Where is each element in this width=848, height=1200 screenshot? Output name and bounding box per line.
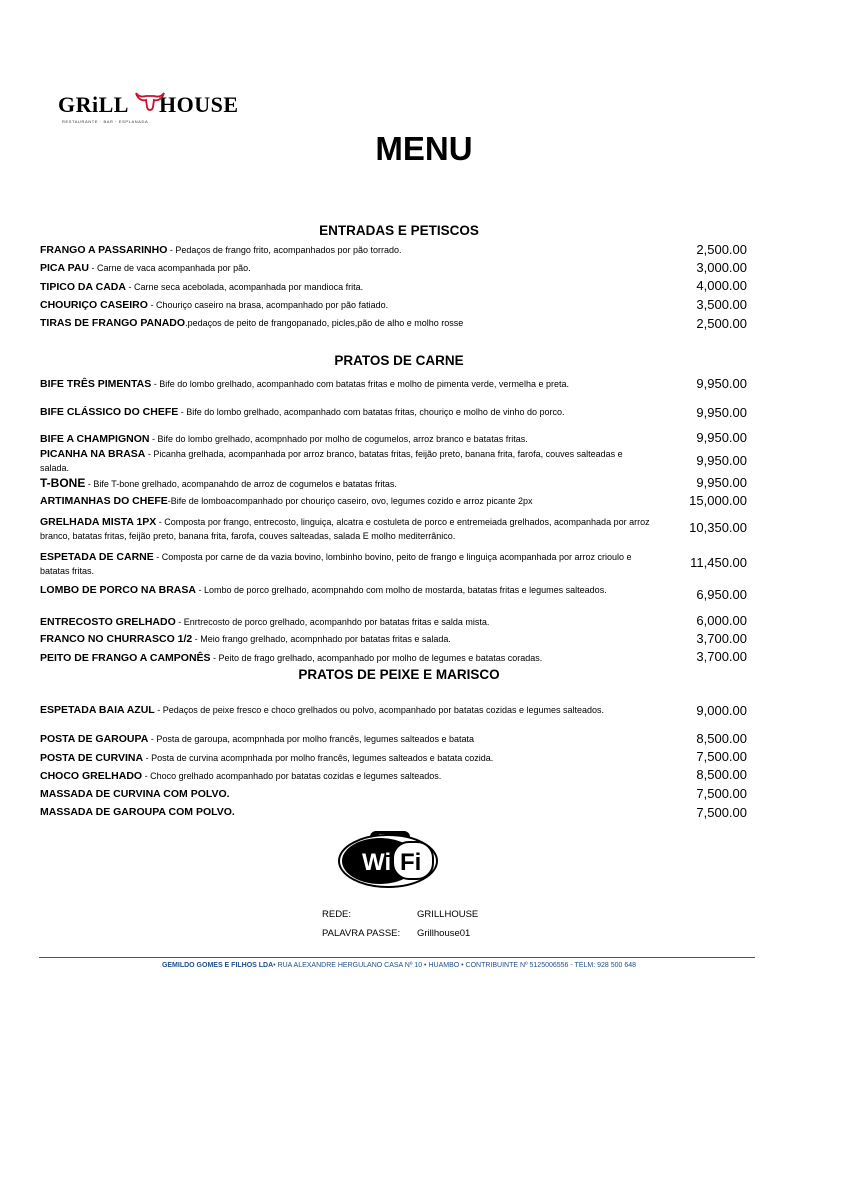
item-name: ESPETADA DE CARNE [40,551,154,563]
logo-text-left: GRiLL [58,92,129,117]
menu-item [40,316,650,330]
item-name: PICANHA NA BRASA [40,448,146,460]
menu-item [40,261,650,275]
item-name: ESPETADA BAIA AZUL [40,704,155,716]
item-price: 6,950.00 [696,587,747,602]
wifi-network-value: GRILLHOUSE [417,909,479,920]
item-description: Picanha grelhada, acompanhada por arroz branco, batatas fritas, feijão preto, banana frita, farofa, couves salteadas e salada. [40,449,623,473]
item-price: 9,950.00 [696,405,747,420]
item-name: FRANGO A PASSARINHO [40,244,168,256]
item-price: 9,950.00 [696,475,747,490]
item-separator: - [142,771,151,781]
item-description: Bife do lombo grelhado, acompnhado por molho de cogumelos, arroz branco e batatas fritas. [157,434,528,444]
section-title-entradas: ENTRADAS E PETISCOS [319,223,479,238]
item-description: Peito de frago grelhado, acompanhado por molho de legumes e batatas coradas. [218,653,543,663]
menu-item [40,703,650,717]
item-description: Chouriço caseiro na brasa, acompanhado por pão fatiado. [155,300,389,310]
item-name: ENTRECOSTO GRELHADO [40,616,176,628]
menu-item [40,632,650,646]
menu-item [40,243,650,257]
item-separator: - [125,282,134,292]
item-separator: - [145,449,154,459]
item-separator: - [156,517,165,527]
item-separator: - [149,434,158,444]
item-price: 3,700.00 [696,649,747,664]
item-separator: - [148,734,157,744]
item-description: Bife do lombo grelhado, acompanhado com batatas fritas e molho de pimenta verde, vermelha e preta. [159,379,569,389]
item-description: Bife de lomboacompanhado por chouriço caseiro, ovo, legumes cozido e arroz picante 2px [170,496,533,506]
item-separator: - [143,753,152,763]
item-name: TIPICO DA CADA [40,281,126,293]
item-name: MASSADA DE CURVINA COM POLVO. [40,788,230,800]
item-separator: - [192,634,201,644]
wifi-wi-text: Wi [362,849,392,876]
item-price: 10,350.00 [689,520,747,535]
item-description: Composta por frango, entrecosto, linguiça, alcatra e costuleta de porco e entremeiada grelhados, acompanhada por arroz branco, batatas fritas, feijão preto, banana frita, farofa, couves salteadas, salada E molho mediterrânico. [40,517,650,541]
item-name: TIRAS DE FRANGO PANADO [40,317,186,329]
menu-item [40,583,650,597]
item-separator: . [185,318,188,328]
footer-divider [39,957,755,958]
bull-head-icon [134,90,166,112]
wifi-badge-icon [336,830,442,890]
item-price: 8,500.00 [696,767,747,782]
section-title-carne: PRATOS DE CARNE [334,353,464,368]
item-price: 3,700.00 [696,631,747,646]
item-name: T-BONE [40,476,86,490]
menu-item [40,298,650,312]
item-price: 9,950.00 [696,453,747,468]
item-price: 7,500.00 [696,786,747,801]
item-separator: - [178,407,187,417]
item-separator: - [175,617,184,627]
item-price: 2,500.00 [696,242,747,257]
footer-details: • RUA ALEXANDRE HERGULANO CASA Nº 10 • HUAMBO • CONTRIBUINTE Nº 5125006556 - TELM: 928 500 648 [273,962,637,969]
menu-item [40,476,650,491]
item-description: Lombo de porco grelhado, acompnahdo com molho de mostarda, batatas fritas e legumes salteados. [203,585,607,595]
item-price: 7,500.00 [696,805,747,820]
wifi-password-value: Grillhouse01 [417,928,471,939]
item-name: BIFE CLÁSSICO DO CHEFE [40,406,179,418]
menu-item [40,432,650,446]
item-description: Choco grelhado acompanhado por batatas cozidas e legumes salteados. [150,771,442,781]
item-name: PICA PAU [40,262,90,274]
menu-item [40,405,650,419]
item-name: BIFE A CHAMPIGNON [40,433,150,445]
footer-company: GEMILDO GOMES E FILHOS LDA [161,962,274,969]
item-price: 8,500.00 [696,731,747,746]
item-price: 9,950.00 [696,376,747,391]
item-separator: - [89,263,98,273]
item-price: 15,000.00 [689,493,747,508]
item-separator: - [210,653,219,663]
item-price: 11,450.00 [690,555,747,570]
item-name: FRANCO NO CHURRASCO 1/2 [40,633,193,645]
item-separator: - [153,552,162,562]
item-price: 2,500.00 [696,316,747,331]
menu-title: MENU [375,130,473,167]
item-price: 9,000.00 [696,703,747,718]
wifi-network-label: REDE: [322,909,352,920]
logo-tagline: RESTAURANTE · BAR · ESPLANADA [62,119,149,124]
wifi-password-label: PALAVRA PASSE: [322,928,401,939]
wifi-fi-text: Fi [400,849,422,876]
item-name: POSTA DE GAROUPA [40,733,149,745]
item-name: ARTIMANHAS DO CHEFE [40,495,168,507]
item-description: Carne seca acebolada, acompanhada por mandioca frita. [133,282,364,292]
item-separator: - [151,379,160,389]
item-description: Pedaços de frango frito, acompanhados por pão torrado. [175,245,402,255]
item-description: Pedaços de peixe fresco e choco grelhados ou polvo, acompanhado por batatas cozidas e legumes salteados. [162,705,605,715]
item-name: POSTA DE CURVINA [40,752,144,764]
item-price: 7,500.00 [696,749,747,764]
item-separator: - [154,705,163,715]
item-price: 9,950.00 [696,430,747,445]
item-separator: - [147,300,156,310]
item-description: Posta de garoupa, acompnhada por molho francês, legumes salteados e batata [156,734,475,744]
item-description: Enrtrecosto de porco grelhado, acompanhdo por batatas fritas e salda mista. [183,617,490,627]
item-name: CHOURIÇO CASEIRO [40,299,148,311]
menu-item [40,377,650,391]
item-separator: - [167,245,176,255]
menu-item [40,651,650,665]
item-price: 4,000.00 [696,278,747,293]
section-title-peixe: PRATOS DE PEIXE E MARISCO [298,667,500,682]
wifi-password-row [322,928,471,939]
menu-item [40,494,650,508]
item-price: 3,000.00 [696,260,747,275]
menu-item [40,751,650,765]
item-separator: - [167,496,171,506]
item-separator: - [195,585,204,595]
item-name: GRELHADA MISTA 1PX [40,516,157,528]
item-description: Carne de vaca acompanhada por pão. [97,263,251,273]
menu-item [40,280,650,294]
item-description: Bife do lombo grelhado, acompanhado com batatas fritas, chouriço e molho de vinho do porco. [186,407,565,417]
wifi-network-row [322,909,479,920]
item-description: Composta por carne de da vazia bovino, lombinho bovino, peito de frango e linguiça acompanhada por arroz crioulo e batatas fritas. [40,552,632,576]
item-name: LOMBO DE PORCO NA BRASA [40,584,196,596]
item-name: MASSADA DE GAROUPA COM POLVO. [40,806,235,818]
logo-text-right: HOUSE [158,92,239,117]
item-price: 6,000.00 [696,613,747,628]
item-description: Meio frango grelhado, acompnhado por batatas fritas e salada. [200,634,451,644]
item-description: Bife T-bone grelhado, acompanahdo de arroz de cogumelos e batatas fritas. [93,479,397,489]
item-name: CHOCO GRELHADO [40,770,143,782]
grillhouse-logo [58,92,258,128]
item-description: Posta de curvina acompnhada por molho francês, legumes salteados e batata cozida. [151,753,494,763]
item-name: PEITO DE FRANGO A CAMPONÊS [40,652,211,664]
menu-item [40,550,650,578]
item-name: BIFE TRÊS PIMENTAS [40,378,152,390]
menu-item [40,515,650,543]
item-description: pedaços de peito de frangopanado, picles,pão de alho e molho rosse [187,318,464,328]
menu-item [40,615,650,629]
item-price: 3,500.00 [696,297,747,312]
footer [0,962,798,969]
item-separator: - [85,479,94,489]
menu-item [40,769,650,783]
menu-item [40,805,650,819]
menu-item [40,732,650,746]
menu-item [40,787,650,801]
menu-item [40,447,650,475]
